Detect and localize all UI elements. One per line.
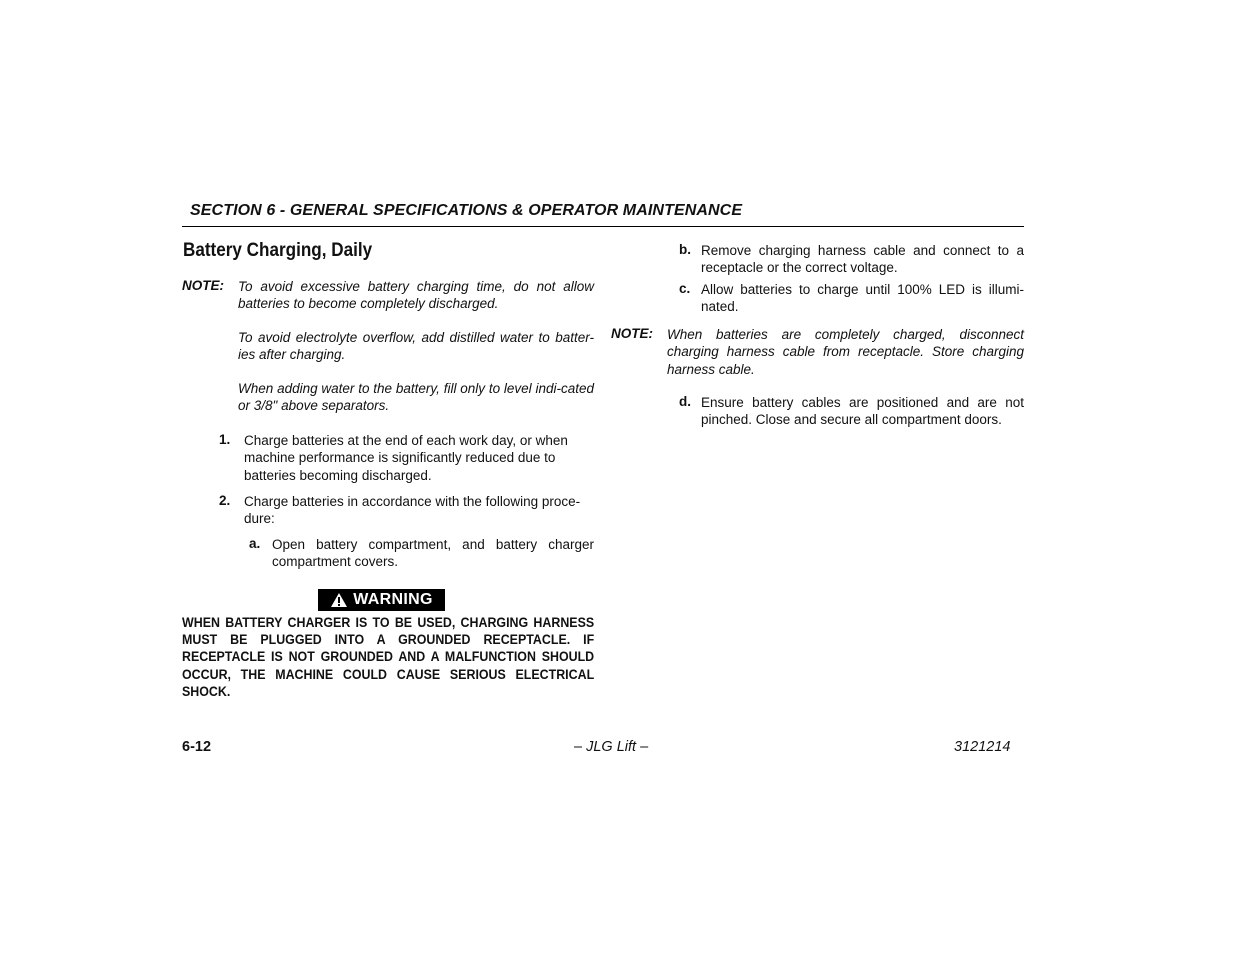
substep-letter: c. bbox=[679, 281, 691, 296]
step-text: Charge batteries at the end of each work day, or when machine performance is significantly reduced due to batteries becoming discharged. bbox=[244, 433, 568, 483]
substep-text: Open battery compartment, and battery charger compartment covers. bbox=[272, 537, 594, 570]
note-paragraph: When adding water to the battery, fill only to level indi-cated or 3/8" above separators. bbox=[238, 381, 594, 414]
note-paragraph: To avoid electrolyte overflow, add distilled water to batter-ies after charging. bbox=[238, 330, 594, 363]
note-paragraph: When batteries are completely charged, disconnect charging harness cable from receptacle. Store charging harness cable. bbox=[667, 327, 1024, 377]
page-number: 6-12 bbox=[182, 739, 212, 755]
warning-text: WHEN BATTERY CHARGER IS TO BE USED, CHARGING HARNESS MUST BE PLUGGED INTO A GROUNDED RECEPTACLE. IF RECEPTACLE IS NOT GROUNDED AND A MALFUNCTION SHOULD OCCUR, THE MACHINE COULD CAUSE SERIOUS ELECTRICAL SHOCK. bbox=[182, 615, 595, 699]
substep-text: Remove charging harness cable and connect to a receptacle or the correct voltage. bbox=[701, 243, 1024, 276]
warning-triangle-icon bbox=[330, 592, 348, 608]
warning-label: WARNING bbox=[353, 591, 433, 608]
substep-letter: b. bbox=[679, 242, 691, 257]
page-title: Battery Charging, Daily bbox=[183, 240, 373, 261]
substep-letter: d. bbox=[679, 394, 691, 409]
note-paragraph: To avoid excessive battery charging time, do not allow batteries to become completely discharged. bbox=[238, 279, 594, 312]
substep-text: Allow batteries to charge until 100% LED is illumi-nated. bbox=[701, 282, 1024, 315]
warning-badge bbox=[318, 589, 445, 611]
substep-text: Ensure battery cables are positioned and are not pinched. Close and secure all compartment doors. bbox=[701, 395, 1024, 428]
note-label: NOTE: bbox=[611, 326, 653, 341]
document-number: 3121214 bbox=[954, 739, 1011, 755]
note-label: NOTE: bbox=[182, 278, 224, 293]
footer-center: – JLG Lift – bbox=[574, 739, 649, 755]
step-number: 1. bbox=[219, 432, 231, 447]
header-rule bbox=[182, 226, 1024, 227]
step-text: Charge batteries in accordance with the following proce-dure: bbox=[244, 494, 581, 527]
step-number: 2. bbox=[219, 493, 231, 508]
substep-letter: a. bbox=[249, 536, 261, 551]
section-header: SECTION 6 - GENERAL SPECIFICATIONS & OPERATOR MAINTENANCE bbox=[190, 202, 743, 219]
